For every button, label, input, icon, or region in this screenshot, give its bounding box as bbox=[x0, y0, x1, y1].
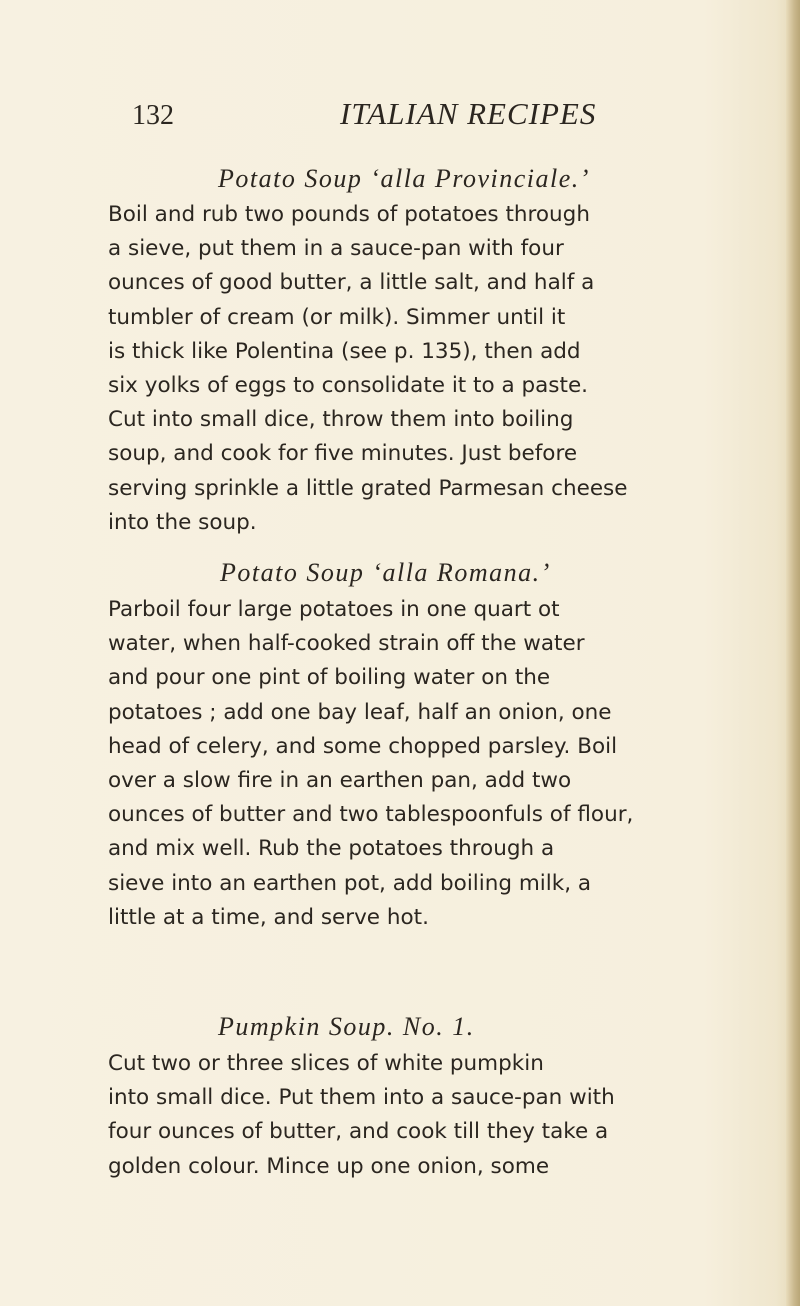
page-header bbox=[132, 96, 652, 140]
recipe-body-potato-soup-provinciale: Boil and rub two pounds of potatoes through a sieve, put them in a sauce-pan with four ounces of good butter, a little salt, and half a tumbler of cream (or milk). Simmer until it is thick like Polentina (see p. 135), then add six yolks of eggs to consolidate it to a paste. Cut into small dice, throw them into boiling soup, and cook for five minutes. Just before serving sprinkle a little grated Parmesan cheese into the soup. bbox=[108, 202, 628, 535]
running-title: ITALIAN RECIPES bbox=[340, 96, 597, 131]
recipe-title-potato-soup-provinciale: Potato Soup ‘alla Provinciale.’ bbox=[218, 164, 590, 193]
page-number: 132 bbox=[132, 100, 174, 131]
page-edge bbox=[786, 0, 800, 1306]
recipe-title-pumpkin-soup-1: Pumpkin Soup. No. 1. bbox=[218, 1012, 475, 1041]
recipe-body-potato-soup-romana: Parboil four large potatoes in one quart ot water, when half-cooked strain off the water and pour one pint of boiling water on the potatoes ; add one bay leaf, half an onion, one head of celery, and some chopped parsley. Boil over a slow fire in an earthen pan, add two ounces of butter and two tablespoonfuls of flour, and mix well. Rub the potatoes through a sieve into an earthen pot, add boiling milk, a little at a time, and serve hot. bbox=[108, 597, 634, 930]
recipe-body-pumpkin-soup-1: Cut two or three slices of white pumpkin into small dice. Put them into a sauce-pan with four ounces of butter, and cook till they take a golden colour. Mince up one onion, some bbox=[108, 1051, 615, 1179]
recipe-title-potato-soup-romana: Potato Soup ‘alla Romana.’ bbox=[220, 558, 551, 587]
